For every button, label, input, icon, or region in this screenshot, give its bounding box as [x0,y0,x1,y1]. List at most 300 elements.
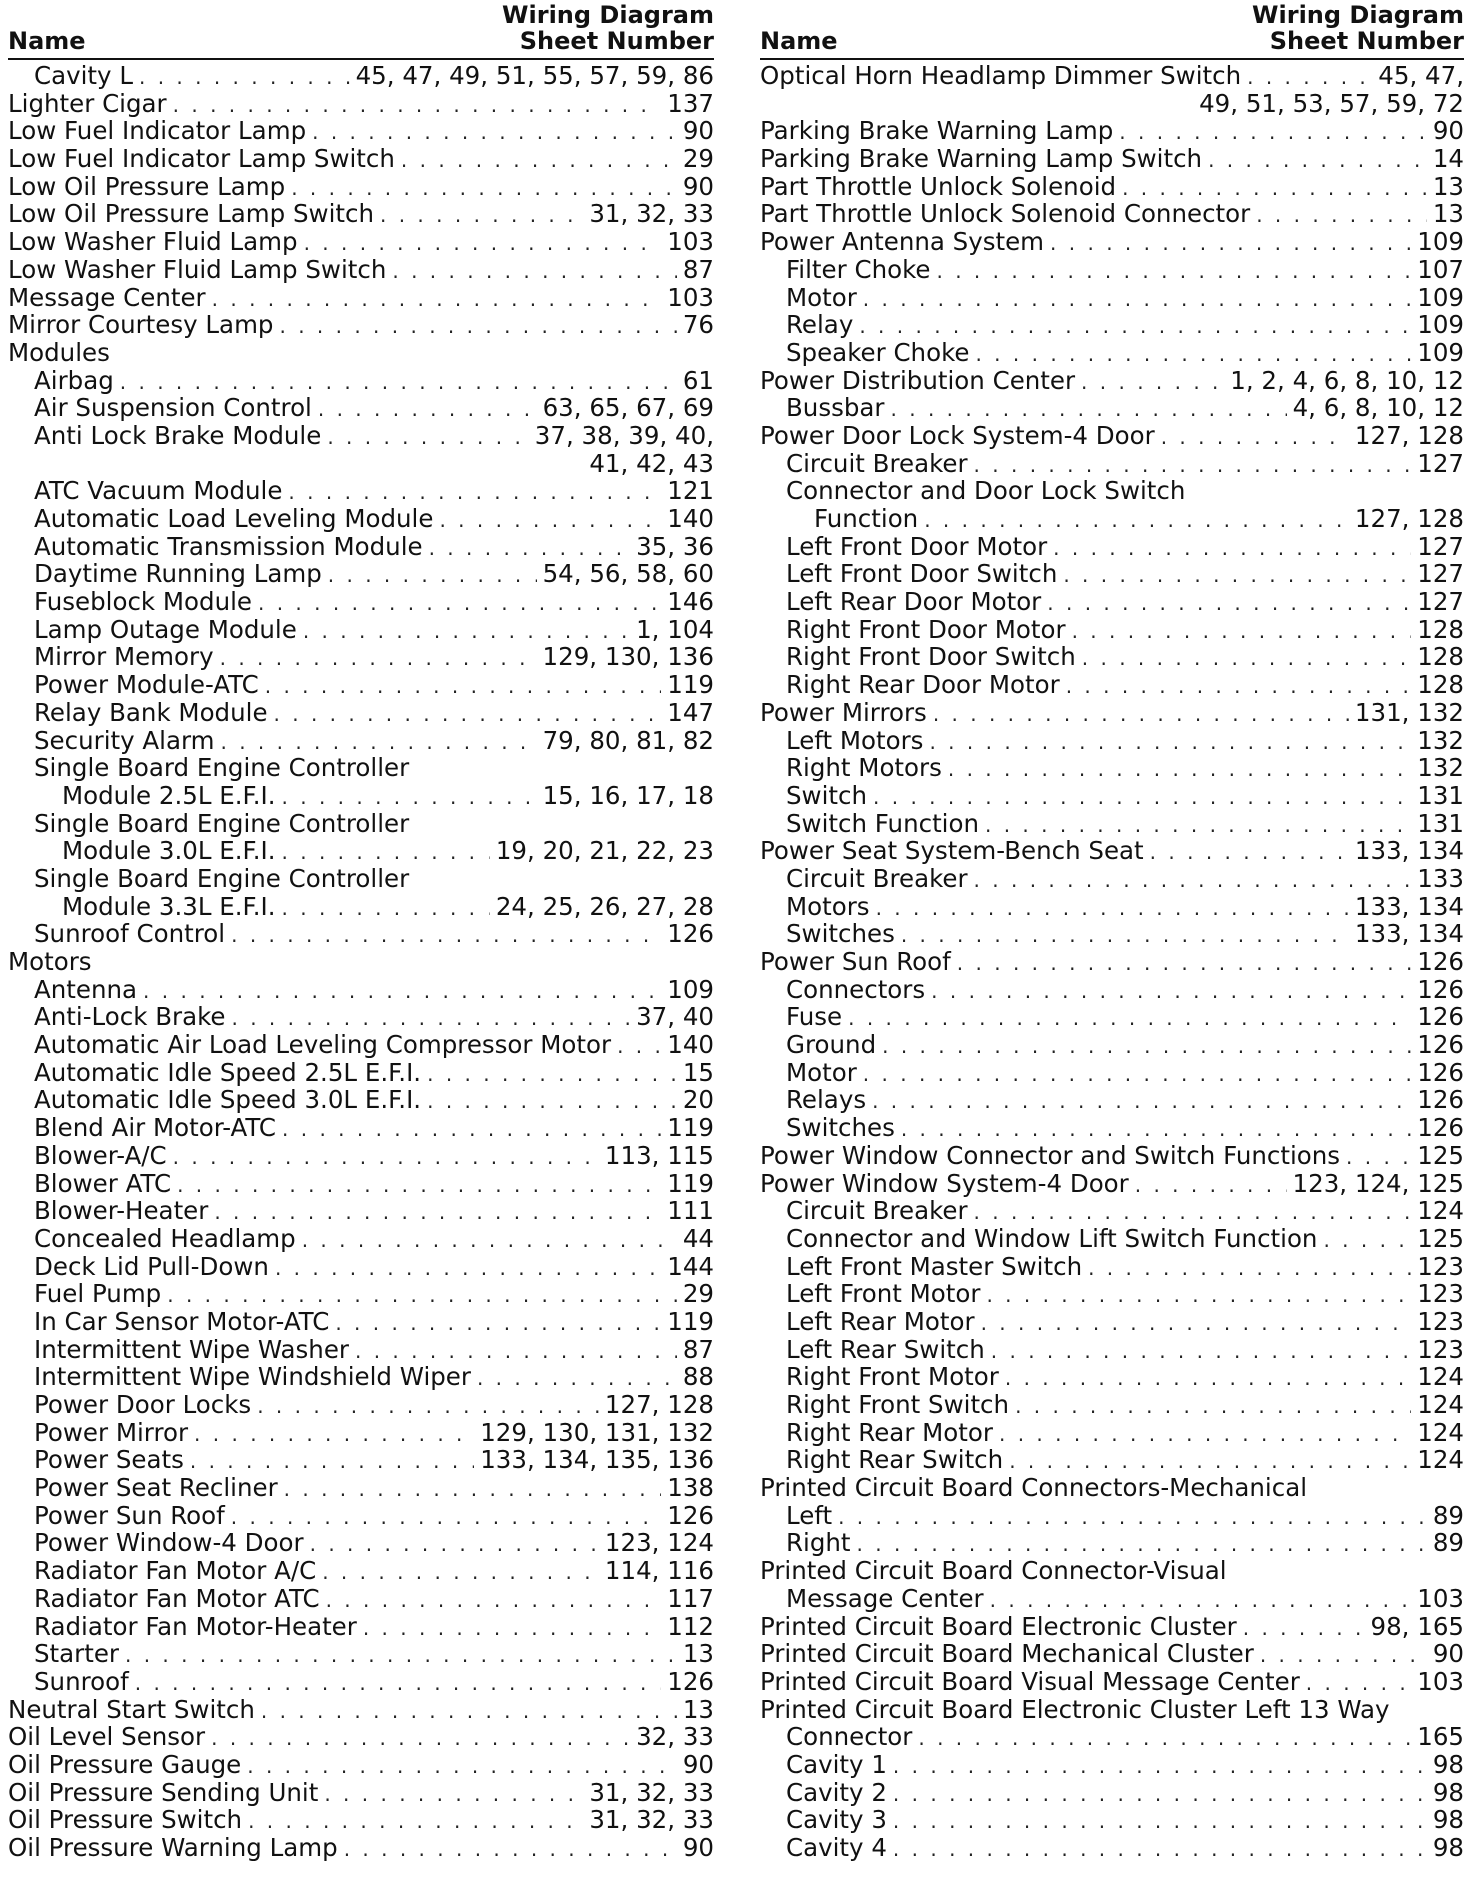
index-entry [8,782,714,810]
entry-sheet-numbers: 76 [682,311,714,339]
index-entry [8,837,714,865]
index-entry [760,1336,1464,1364]
leader-dots [477,1365,677,1391]
index-entry [760,1806,1464,1834]
leader-dots [974,867,1412,893]
entry-name: Right [786,1529,851,1558]
leader-dots [231,1005,630,1031]
entry-name: Automatic Idle Speed 2.5L E.F.I. [34,1058,422,1087]
entry-sheet-numbers: 13 [682,1640,714,1668]
entry-sheet-numbers: 129, 130, 131, 132 [480,1418,714,1447]
entry-name: Relays [786,1086,867,1115]
index-entry [760,1585,1464,1613]
leader-dots [1050,230,1411,256]
index-entry [8,727,714,755]
entry-name: Module 3.0L E.F.I. [62,837,276,865]
entry-name: Neutral Start Switch [8,1695,255,1724]
entry-sheet-numbers: 19, 20, 21, 22, 23 [495,837,714,865]
leader-dots [380,202,583,228]
entry-sheet-numbers: 109 [1417,311,1464,339]
entry-sheet-numbers: 98 [1432,1778,1464,1807]
leader-dots [302,1227,677,1253]
index-entry [8,90,714,118]
entry-name: Lamp Outage Module [34,615,297,644]
index-entry [8,394,714,422]
leader-dots [901,922,1349,948]
entry-sheet-numbers: 90 [1432,117,1464,146]
index-entry [760,1502,1464,1530]
entry-name: Filter Choke [786,255,931,284]
entry-sheet-numbers: 144 [667,1252,714,1281]
entry-sheet-numbers: 126 [667,1667,714,1696]
sheet-header-line1: Wiring Diagram [502,1,714,29]
leader-dots [1081,369,1224,395]
entry-sheet-numbers: 126 [1417,1114,1464,1142]
leader-dots [893,1808,1427,1834]
leader-dots [891,396,1287,422]
entry-name: Motors [786,892,870,921]
index-entry [8,339,714,367]
entry-name: Blend Air Motor-ATC [34,1114,277,1142]
leader-dots [1072,618,1412,644]
index-entry [760,1170,1464,1198]
entry-sheet-numbers: 112 [667,1612,714,1641]
index-entry [8,1806,714,1834]
leader-dots [190,1448,474,1474]
leader-dots [282,784,537,810]
index-entry [760,311,1464,339]
leader-dots [265,673,661,699]
index-entry [8,1114,714,1142]
entry-sheet-numbers: 79, 80, 81, 82 [542,726,714,755]
leader-dots [1135,1172,1287,1198]
leader-dots [173,92,662,118]
entry-name: Oil Pressure Sending Unit [8,1778,319,1807]
index-entry [760,1529,1464,1557]
index-entry [760,90,1464,118]
entry-sheet-numbers: 126 [1417,1058,1464,1087]
entry-name: Mirror Courtesy Lamp [8,311,274,339]
entry-name: Relay [786,311,854,339]
entry-sheet-numbers: 126 [667,920,714,948]
leader-dots [1122,175,1427,201]
entry-sheet-numbers: 128 [1417,643,1464,672]
name-header: Name [760,27,838,55]
leader-dots [1088,1255,1411,1281]
entry-sheet-numbers: 13 [1432,172,1464,201]
leader-dots [1015,1393,1411,1419]
entry-sheet-numbers: 61 [682,366,714,395]
entry-sheet-numbers: 88 [682,1363,714,1391]
index-entry [8,1225,714,1253]
leader-dots [279,313,676,339]
leader-dots [876,895,1349,921]
entry-sheet-numbers: 90 [682,1834,714,1862]
index-entry [8,560,714,588]
entry-name: Radiator Fan Motor A/C [34,1557,317,1585]
leader-dots [328,562,537,588]
index-entry [760,1031,1464,1059]
leader-dots [211,1725,630,1751]
entry-sheet-numbers: 165 [1417,1723,1464,1751]
entry-sheet-numbers: 124 [1417,1391,1464,1419]
leader-dots [363,1615,661,1641]
index-entry [760,727,1464,755]
index-entry [760,1391,1464,1419]
leader-dots [282,1116,661,1142]
leader-dots [974,1199,1412,1225]
entry-name: Right Front Door Switch [786,643,1076,672]
entry-sheet-numbers: 103 [1417,1584,1464,1613]
entry-sheet-numbers: 111 [667,1197,714,1225]
column-header [760,0,1464,60]
index-entry [760,1779,1464,1807]
leader-dots [1243,1615,1365,1641]
entry-name: Cavity 1 [786,1750,887,1779]
index-entry [760,671,1464,699]
entry-name: Speaker Choke [786,338,970,367]
entry-sheet-numbers: 127, 128 [604,1391,714,1419]
index-entry [760,228,1464,256]
entry-name: Circuit Breaker [786,1197,968,1225]
leader-dots [1346,1144,1411,1170]
entry-name: Automatic Air Load Leveling Compressor Motor [34,1031,612,1059]
leader-dots [857,1531,1427,1557]
entry-name: In Car Sensor Motor-ATC [34,1307,330,1336]
entry-name: Cavity 2 [786,1778,887,1807]
entry-name: Left Rear Door Motor [786,588,1042,616]
entry-name: Cavity L [34,62,133,90]
entry-sheet-numbers: 37, 40 [636,1003,714,1032]
leader-dots [1150,839,1349,865]
entry-sheet-numbers: 119 [667,671,714,699]
index-entry [760,117,1464,145]
index-entry [760,1253,1464,1281]
entry-name: Power Seats [34,1446,184,1475]
leader-dots [893,1836,1427,1862]
index-entry [8,117,714,145]
index-entry [760,1613,1464,1641]
entry-name: Low Washer Fluid Lamp [8,228,298,256]
index-entry [760,1474,1464,1502]
entry-sheet-numbers: 126 [1417,975,1464,1004]
entry-sheet-numbers: 131 [1417,809,1464,838]
entry-sheet-numbers: 13 [1432,200,1464,229]
index-entry [760,284,1464,312]
entry-sheet-numbers: 29 [682,1280,714,1308]
leader-dots [212,286,662,312]
entry-name: Switches [786,1114,895,1142]
entry-sheet-numbers: 133, 134 [1354,892,1464,921]
entry-sheet-numbers: 127, 128 [1354,505,1464,533]
index-entry [760,588,1464,616]
entry-sheet-numbers: 125 [1417,1224,1464,1253]
leader-dots [863,286,1411,312]
index-entry [8,865,714,893]
entry-name: Daytime Running Lamp [34,560,322,589]
leader-dots [248,1808,583,1834]
entry-name: Module 3.3L E.F.I. [62,892,276,921]
entry-name: Radiator Fan Motor-Heater [34,1612,357,1641]
index-entry [760,1751,1464,1779]
sheet-header-line1: Wiring Diagram [1252,1,1464,29]
leader-dots [326,1587,662,1613]
leader-dots [918,1725,1411,1751]
entry-sheet-numbers: 138 [667,1474,714,1502]
entry-name: Printed Circuit Board Visual Message Center [760,1667,1300,1696]
entry-name: Low Fuel Indicator Lamp [8,117,307,146]
entry-sheet-numbers: 125 [1417,1141,1464,1170]
leader-dots [985,812,1411,838]
leader-dots [1009,1448,1411,1474]
index-entry [760,62,1464,90]
index-entry [8,1197,714,1225]
index-entry [760,810,1464,838]
leader-dots [303,618,630,644]
entry-sheet-numbers: 89 [1432,1529,1464,1558]
entry-name: Air Suspension Control [34,394,312,422]
entry-sheet-numbers: 127, 128 [1354,421,1464,450]
leader-dots [948,756,1411,782]
entry-sheet-numbers: 133, 134 [1354,837,1464,865]
leader-dots [882,1033,1411,1059]
index-entry [8,1446,714,1474]
entry-name: Power Seat System-Bench Seat [760,837,1144,865]
entry-name: Intermittent Wipe Windshield Wiper [34,1363,471,1391]
index-entry [8,311,714,339]
leader-dots [318,396,537,422]
leader-dots [893,1753,1427,1779]
entry-name: Automatic Load Leveling Module [34,505,434,533]
entry-name: Right Rear Motor [786,1418,993,1447]
entry-name: Message Center [8,283,206,312]
entry-sheet-numbers: 1, 2, 4, 6, 8, 10, 12 [1230,366,1464,395]
entry-name: Sunroof [34,1667,129,1696]
index-entry [760,394,1464,422]
index-entry [8,948,714,976]
entry-sheet-numbers: 31, 32, 33 [589,200,714,229]
leader-dots [427,1061,677,1087]
leader-dots [214,1199,661,1225]
entry-sheet-numbers: 119 [667,1169,714,1198]
entry-name: Intermittent Wipe Washer [34,1335,349,1364]
index-entry [760,699,1464,727]
leader-dots [859,313,1411,339]
entry-sheet-numbers: 147 [667,698,714,727]
entry-name: Lighter Cigar [8,89,167,118]
entry-sheet-numbers: 98 [1432,1750,1464,1779]
leader-dots [838,1504,1427,1530]
index-entry [760,533,1464,561]
entry-name: Airbag [34,366,114,395]
leader-dots [231,1504,661,1530]
entry-sheet-numbers: 1, 104 [636,615,714,644]
entry-name: Left Rear Motor [786,1307,975,1336]
leader-dots [125,1642,677,1668]
entry-name: Relay Bank Module [34,698,268,727]
index-entry [8,1391,714,1419]
entry-sheet-numbers: 90 [682,117,714,146]
entry-sheet-numbers: 113, 115 [604,1141,714,1170]
entry-name: Power Distribution Center [760,366,1076,395]
entry-name: Circuit Breaker [786,449,968,478]
entry-sheet-numbers: 133, 134 [1354,920,1464,948]
entry-sheet-numbers: 133 [1417,864,1464,893]
leader-dots [355,1338,677,1364]
index-entry [760,1419,1464,1447]
entry-sheet-numbers: 132 [1417,754,1464,782]
index-entry [760,1640,1464,1668]
index-entry [760,1142,1464,1170]
entry-sheet-numbers: 29 [682,145,714,173]
entry-name: Starter [34,1640,119,1668]
entry-name: ATC Vacuum Module [34,477,283,505]
index-entry [8,1170,714,1198]
index-entry [8,284,714,312]
entry-name: Power Mirror [34,1418,189,1447]
index-entry [8,422,714,450]
entry-name: Right Rear Switch [786,1446,1004,1475]
leader-dots [975,341,1411,367]
entry-name: Low Oil Pressure Lamp Switch [8,200,374,229]
entry-name: Power Window Connector and Switch Functions [760,1141,1341,1170]
index-entry [8,1529,714,1557]
entry-sheet-numbers: 126 [1417,948,1464,976]
entry-name: Motor [786,283,857,312]
entry-name: Single Board Engine Controller [34,864,410,893]
leader-dots [312,119,677,145]
entry-sheet-numbers: 109 [667,975,714,1004]
leader-dots [258,590,661,616]
entry-name: Blower-A/C [34,1141,167,1170]
entry-name: Left Motors [786,726,924,755]
entry-name: Single Board Engine Controller [34,754,410,782]
entry-name: Anti Lock Brake Module [34,421,322,450]
leader-dots [344,1836,677,1862]
leader-dots [327,424,528,450]
index-entry [8,505,714,533]
entry-name: Left Front Master Switch [786,1252,1083,1281]
leader-dots [957,950,1411,976]
entry-sheet-numbers: 49, 51, 53, 57, 59, 72 [1199,89,1464,118]
entry-sheet-numbers: 90 [682,1750,714,1779]
leader-dots [167,1282,677,1308]
entry-sheet-numbers: 109 [1417,228,1464,256]
index-entry [760,1723,1464,1751]
entry-sheet-numbers: 123 [1417,1280,1464,1308]
entry-name: Blower ATC [34,1169,172,1198]
leader-dots [324,1781,583,1807]
entry-sheet-numbers: 45, 47, [1378,62,1464,90]
entry-name: Right Motors [786,754,942,782]
sheet-number-header [502,2,714,54]
entry-name: Ground [786,1031,877,1059]
leader-dots [231,922,661,948]
entry-sheet-numbers: 128 [1417,615,1464,644]
entry-name: Right Rear Door Motor [786,671,1060,699]
leader-dots [310,1531,599,1557]
entry-sheet-numbers: 126 [1417,1031,1464,1059]
leader-dots [929,729,1411,755]
index-entry [8,173,714,201]
entry-sheet-numbers: 126 [667,1501,714,1530]
entry-name: Cavity 3 [786,1806,887,1834]
leader-dots [1066,673,1412,699]
index-entry [760,200,1464,228]
leader-dots [429,535,630,561]
leader-dots [439,507,661,533]
leader-dots [288,479,661,505]
entry-name: Printed Circuit Board Mechanical Cluster [760,1640,1254,1668]
entry-sheet-numbers: 31, 32, 33 [589,1778,714,1807]
entry-name: Connectors [786,975,926,1004]
index-entry [760,367,1464,395]
entry-sheet-numbers: 119 [667,1307,714,1336]
entry-sheet-numbers: 127 [1417,588,1464,616]
entry-name: Power Sun Roof [760,948,951,976]
index-entry [760,1696,1464,1724]
entry-sheet-numbers: 127 [1417,560,1464,589]
entry-name: Part Throttle Unlock Solenoid [760,172,1117,201]
index-entry [8,1003,714,1031]
entry-sheet-numbers: 124 [1417,1363,1464,1391]
entry-name: Printed Circuit Board Electronic Cluster Left 13 Way [760,1695,1390,1724]
index-entry [8,754,714,782]
entry-name: Security Alarm [34,726,215,755]
index-entry [8,450,714,478]
entry-name: Oil Pressure Gauge [8,1750,242,1779]
leader-dots [291,175,677,201]
leader-dots [304,230,662,256]
index-entry [760,616,1464,644]
entry-sheet-numbers: 128 [1417,671,1464,699]
entry-name: Blower-Heater [34,1197,209,1225]
leader-dots [901,1116,1411,1142]
entry-name: Oil Pressure Switch [8,1806,243,1834]
leader-dots [427,1088,677,1114]
entry-name: Low Oil Pressure Lamp [8,172,286,201]
leader-dots [322,1559,599,1585]
entry-sheet-numbers: 32, 33 [636,1723,714,1751]
entry-sheet-numbers: 133, 134, 135, 136 [480,1446,714,1475]
leader-dots [991,1338,1411,1364]
index-entry [760,1308,1464,1336]
entry-name: Right Front Motor [786,1363,999,1391]
leader-dots [282,895,490,921]
entry-name: Left Front Door Switch [786,560,1058,589]
entry-sheet-numbers: 44 [682,1224,714,1253]
index-entry [8,1142,714,1170]
index-entry [8,1668,714,1696]
leader-dots [931,978,1411,1004]
entry-sheet-numbers: 140 [667,505,714,533]
index-entry [760,339,1464,367]
sheet-number-header [1252,2,1464,54]
leader-dots [1306,1670,1411,1696]
index-entry [8,976,714,1004]
index-entry [8,588,714,616]
index-entry [760,1059,1464,1087]
entry-name: Right Front Door Motor [786,615,1066,644]
leader-dots [261,1698,677,1724]
entry-name: Radiator Fan Motor ATC [34,1584,320,1613]
index-entry [8,1336,714,1364]
leader-dots [173,1144,599,1170]
entry-name: Sunroof Control [34,920,226,948]
index-entry [760,145,1464,173]
leader-dots [1082,645,1411,671]
entry-sheet-numbers: 87 [682,1335,714,1364]
